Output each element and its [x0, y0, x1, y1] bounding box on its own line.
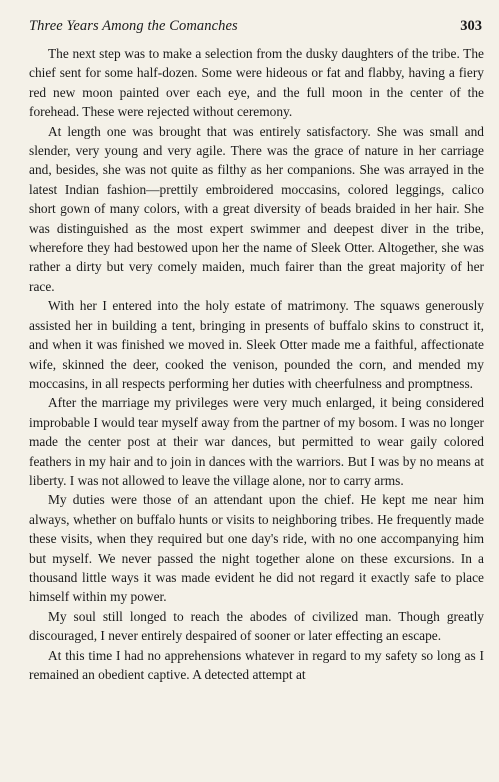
page-number: 303	[460, 18, 482, 34]
running-title: Three Years Among the Comanches	[29, 18, 238, 34]
paragraph: My duties were those of an attendant upon the chief. He kept me near him always, whether on buffalo hunts or visits to neighboring tribes. He frequently made these visits, when they required but one day's ride, with no one accompanying him but myself. We never passed the night together alone on these excursions. In a thousand little ways it was made evident he did not regard it exactly safe to place himself within my power.	[29, 492, 484, 605]
paragraph: At this time I had no apprehensions whatever in regard to my safety so long as I remained an obedient captive. A detected attempt at	[29, 647, 484, 682]
body-text	[29, 44, 484, 684]
running-header	[29, 18, 484, 40]
paragraph: At length one was brought that was entirely satisfactory. She was small and slender, very young and very agile. There was the grace of nature in her carriage and, besides, she was not quite as filthy as her companions. She was arrayed in the latest Indian fashion—prettily embroidered moccasins, colored leggings, calico short gown of many colors, with a great diversity of beads braided in her hair. She was distinguished as the most expert swimmer and deepest diver in the tribe, wherefore they had bestowed upon her the name of Sleek Otter. Altogether, she was rather a dirty but very comely maiden, much fairer than the great majority of her race.	[29, 123, 484, 294]
paragraph: The next step was to make a selection from the dusky daughters of the tribe. The chief sent for some half-dozen. Some were hideous or fat and flabby, having a fiery red new moon painted over each eye, and the full moon in the center of the forehead. These were rejected without ceremony.	[29, 46, 484, 120]
paragraph: With her I entered into the holy estate of matrimony. The squaws generously assisted her in building a tent, bringing in presents of buffalo skins to construct it, and when it was finished we moved in. Sleek Otter made me a faithful, affectionate wife, skinned the deer, cooked the venison, pounded the corn, and mended my moccasins, in all respects performing her duties with cheerfulness and promptness.	[29, 298, 484, 391]
paragraph: After the marriage my privileges were very much enlarged, it being considered improbable I would tear myself away from the partner of my bosom. I was no longer made the center post at their war dances, but permitted to wear gaily colored feathers in my hair and to join in dances with the warriors. But I was by no means at liberty. I was not allowed to leave the village alone, nor to carry arms.	[29, 395, 484, 488]
paragraph: My soul still longed to reach the abodes of civilized man. Though greatly discouraged, I never entirely despaired of sooner or later effecting an escape.	[29, 608, 484, 644]
